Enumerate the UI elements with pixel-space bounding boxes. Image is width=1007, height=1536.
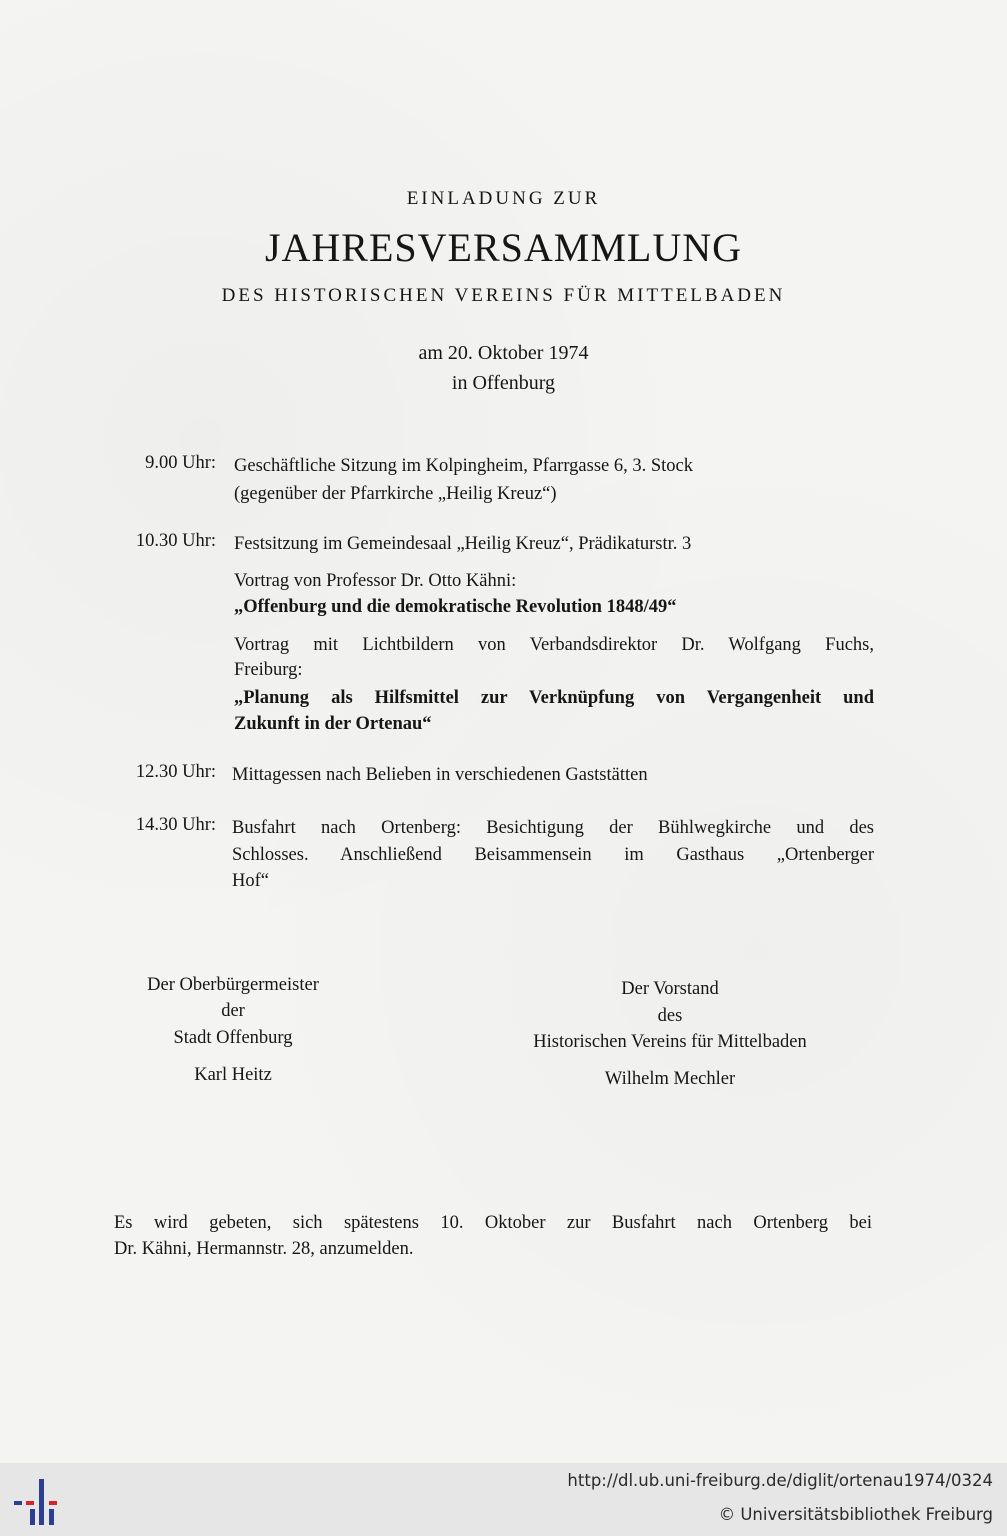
document-url[interactable]: http://dl.ub.uni-freiburg.de/diglit/ortenau1974/0324	[567, 1471, 993, 1490]
signature-right-text: des	[657, 1006, 683, 1026]
footer-bar	[0, 1463, 1007, 1536]
lecture-title: „Planung als Hilfsmittel zur Verknüpfung von Vergangenheit und	[234, 688, 874, 708]
schedule-text: Busfahrt nach Ortenberg: Besichtigung der Bühlwegkirche und des	[232, 818, 874, 838]
library-logo-icon	[12, 1475, 64, 1527]
page-subtitle: DES HISTORISCHEN VEREINS FÜR MITTELBADEN	[221, 285, 786, 306]
signature-left-role: Der Oberbürgermeister	[147, 975, 319, 995]
schedule-text: Festsitzung im Gemeindesaal „Heilig Kreuz“, Prädikaturstr. 3	[234, 534, 692, 554]
signature-right-role: Der Vorstand	[621, 979, 719, 999]
schedule-time: 9.00 Uhr:	[145, 453, 216, 473]
schedule-time: 14.30 Uhr:	[135, 815, 216, 835]
schedule-text: Vortrag mit Lichtbildern von Verbandsdirektor Dr. Wolfgang Fuchs,	[234, 635, 874, 655]
lecture-title: „Offenburg und die demokratische Revolution 1848/49“	[234, 597, 677, 617]
invitation-line: EINLADUNG ZUR	[406, 188, 601, 209]
schedule-text: Mittagessen nach Belieben in verschiedenen Gaststätten	[232, 765, 648, 785]
schedule-text: (gegenüber der Pfarrkirche „Heilig Kreuz“)	[234, 484, 557, 504]
schedule-text: Freiburg:	[234, 660, 303, 680]
schedule-text: Vortrag von Professor Dr. Otto Kähni:	[234, 571, 517, 591]
schedule-time: 10.30 Uhr:	[135, 531, 216, 551]
signature-left-name: Karl Heitz	[194, 1065, 272, 1085]
schedule-text: Schlosses. Anschließend Beisammensein im Gasthaus „Ortenberger	[232, 845, 874, 865]
schedule-text: Geschäftliche Sitzung im Kolpingheim, Pfarrgasse 6, 3. Stock	[234, 456, 693, 476]
signature-right-name: Wilhelm Mechler	[604, 1069, 736, 1089]
schedule-text: Hof“	[232, 871, 269, 891]
registration-note: Es wird gebeten, sich spätestens 10. Oktober zur Busfahrt nach Ortenberg bei	[114, 1213, 872, 1233]
copyright-text: © Universitätsbibliothek Freiburg	[718, 1505, 993, 1524]
lecture-title: Zukunft in der Ortenau“	[234, 714, 432, 734]
signature-left-text: Stadt Offenburg	[173, 1028, 293, 1048]
signature-right-text: Historischen Vereins für Mittelbaden	[533, 1032, 807, 1052]
signature-left-text: der	[221, 1001, 245, 1021]
event-place: in Offenburg	[451, 372, 556, 394]
registration-note: Dr. Kähni, Hermannstr. 28, anzumelden.	[114, 1239, 414, 1259]
page-title: JAHRESVERSAMMLUNG	[264, 225, 743, 270]
schedule-time: 12.30 Uhr:	[135, 762, 216, 782]
event-date: am 20. Oktober 1974	[418, 342, 589, 364]
